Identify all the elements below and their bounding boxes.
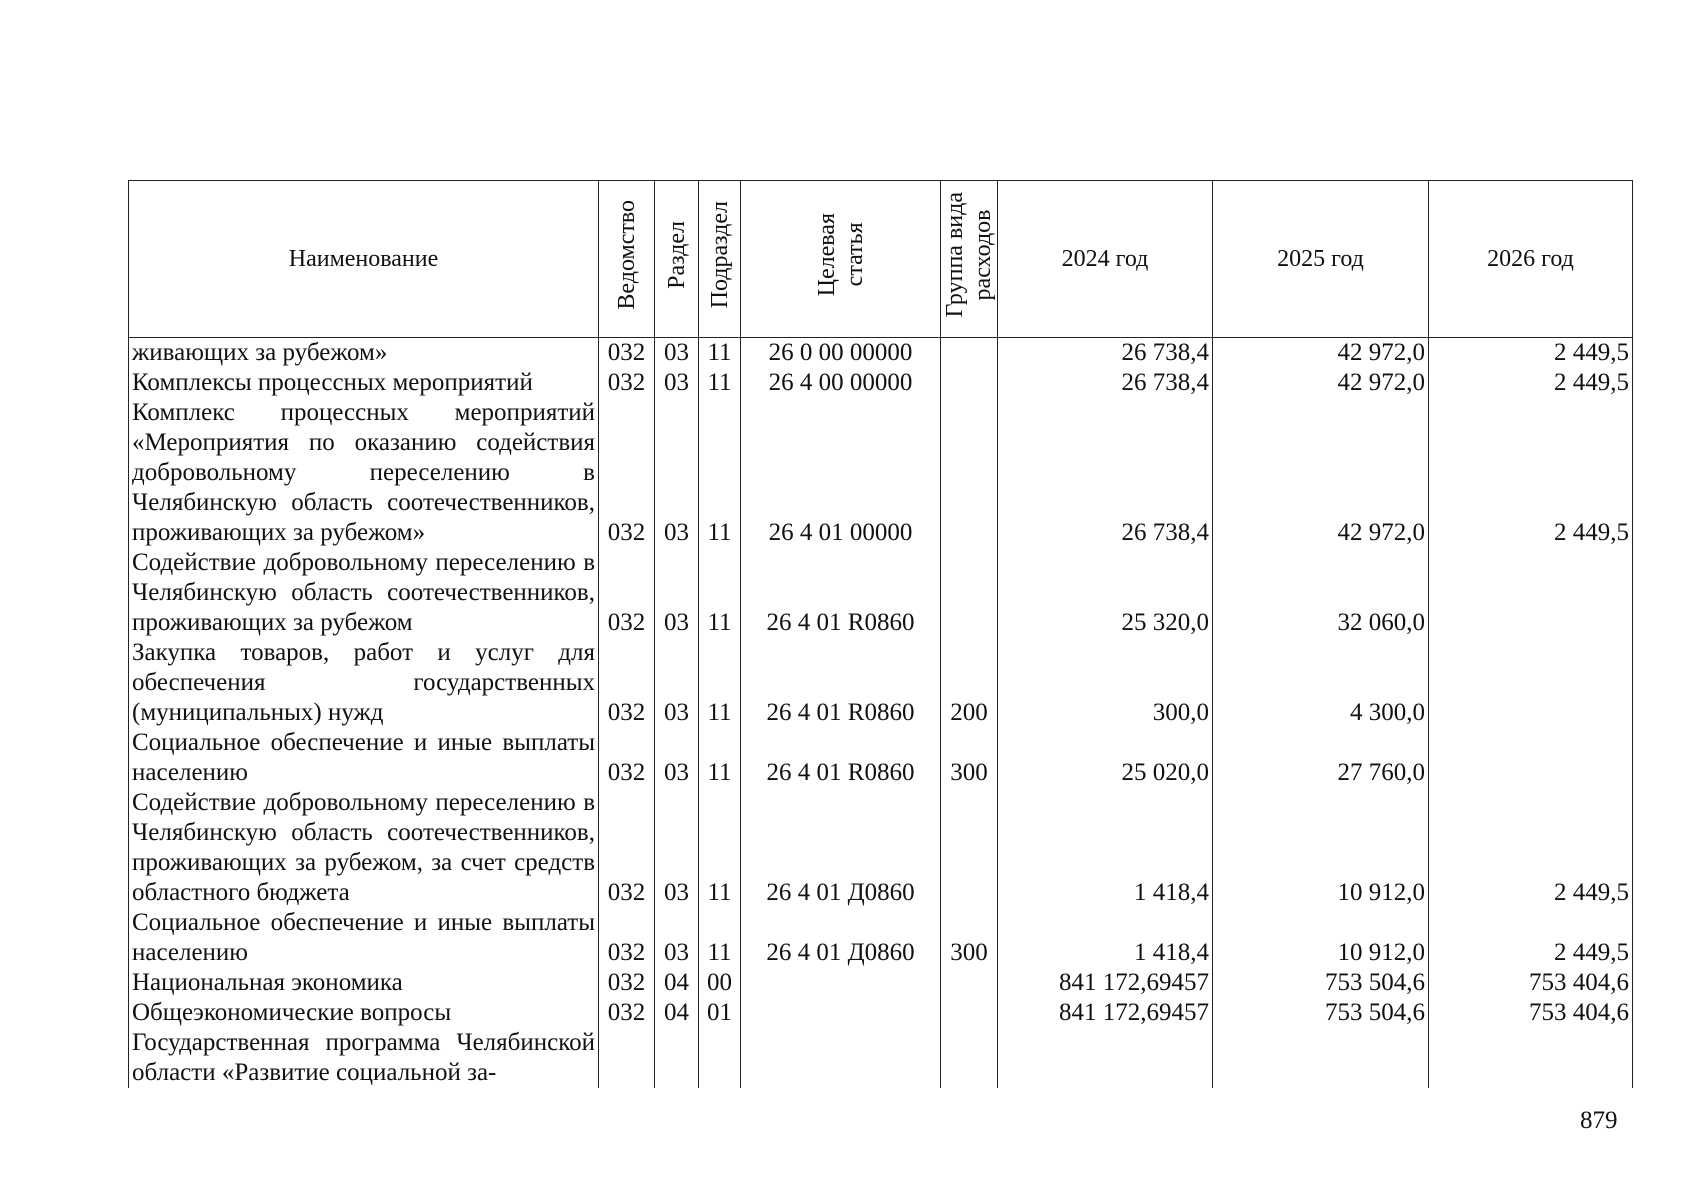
row-gruppa xyxy=(941,368,998,398)
row-2025 xyxy=(1213,1028,1429,1088)
row-gruppa xyxy=(941,398,998,548)
row-razdel xyxy=(655,1028,699,1088)
row-2026: 2 449,5 xyxy=(1429,908,1633,968)
row-celevaya-statya: 26 4 01 R0860 xyxy=(741,728,941,788)
row-vedomstvo: 032 xyxy=(599,368,655,398)
row-razdel: 04 xyxy=(655,968,699,998)
row-2025: 42 972,0 xyxy=(1213,368,1429,398)
header-gruppa-vida-rashodov: Группа вида расходов xyxy=(941,181,998,338)
row-podrazdel: 11 xyxy=(699,728,741,788)
table-row xyxy=(129,338,1633,369)
table-row xyxy=(129,638,1633,728)
row-name: Национальная экономика xyxy=(129,968,599,998)
row-gruppa: 300 xyxy=(941,908,998,968)
row-vedomstvo: 032 xyxy=(599,338,655,369)
row-2024: 25 320,0 xyxy=(998,548,1213,638)
row-2024: 26 738,4 xyxy=(998,338,1213,369)
row-2026 xyxy=(1429,548,1633,638)
row-2024: 1 418,4 xyxy=(998,908,1213,968)
row-2024: 841 172,69457 xyxy=(998,998,1213,1028)
row-2026 xyxy=(1429,1028,1633,1088)
page-number: 879 xyxy=(1580,1107,1618,1134)
header-2024: 2024 год xyxy=(998,181,1213,338)
row-name: Общеэкономические вопросы xyxy=(129,998,599,1028)
header-podrazdel: Подраздел xyxy=(699,181,741,338)
row-razdel: 03 xyxy=(655,368,699,398)
row-gruppa xyxy=(941,338,998,369)
row-podrazdel: 11 xyxy=(699,548,741,638)
row-vedomstvo: 032 xyxy=(599,908,655,968)
row-2026: 753 404,6 xyxy=(1429,998,1633,1028)
row-celevaya-statya: 26 4 01 Д0860 xyxy=(741,788,941,908)
row-vedomstvo xyxy=(599,1028,655,1088)
row-2024: 300,0 xyxy=(998,638,1213,728)
row-2026 xyxy=(1429,638,1633,728)
table-body xyxy=(129,338,1633,1089)
row-celevaya-statya: 26 4 01 R0860 xyxy=(741,638,941,728)
row-name: Комплексы процессных мероприятий xyxy=(129,368,599,398)
row-vedomstvo: 032 xyxy=(599,788,655,908)
row-podrazdel: 11 xyxy=(699,368,741,398)
row-razdel: 03 xyxy=(655,908,699,968)
header-celevaya-statya: Целевая статья xyxy=(741,181,941,338)
header-razdel: Раздел xyxy=(655,181,699,338)
row-podrazdel: 11 xyxy=(699,788,741,908)
row-name: живающих за рубежом» xyxy=(129,338,599,369)
row-2026: 2 449,5 xyxy=(1429,338,1633,369)
row-name: Комплекс процессных мероприятий «Мероприятия по оказанию содействия добровольному переселению в Челябинскую область соотечественников, проживающих за рубежом» xyxy=(129,398,599,548)
row-celevaya-statya: 26 4 00 00000 xyxy=(741,368,941,398)
row-gruppa: 300 xyxy=(941,728,998,788)
row-razdel: 03 xyxy=(655,728,699,788)
row-name: Социальное обеспечение и иные выплаты населению xyxy=(129,908,599,968)
row-2026: 753 404,6 xyxy=(1429,968,1633,998)
table-row xyxy=(129,968,1633,998)
row-2026: 2 449,5 xyxy=(1429,788,1633,908)
table-row xyxy=(129,788,1633,908)
row-name: Содействие добровольному переселению в Челябинскую область соотечественников, проживающих за рубежом, за счет средств областного бюджета xyxy=(129,788,599,908)
header-2026: 2026 год xyxy=(1429,181,1633,338)
row-2024: 25 020,0 xyxy=(998,728,1213,788)
row-2025: 10 912,0 xyxy=(1213,908,1429,968)
header-2025: 2025 год xyxy=(1213,181,1429,338)
row-gruppa: 200 xyxy=(941,638,998,728)
row-2024: 26 738,4 xyxy=(998,398,1213,548)
row-podrazdel: 11 xyxy=(699,398,741,548)
table-row xyxy=(129,398,1633,548)
row-gruppa xyxy=(941,968,998,998)
row-gruppa xyxy=(941,788,998,908)
row-vedomstvo: 032 xyxy=(599,398,655,548)
row-name: Социальное обеспечение и иные выплаты населению xyxy=(129,728,599,788)
row-celevaya-statya xyxy=(741,1028,941,1088)
row-podrazdel: 11 xyxy=(699,908,741,968)
row-celevaya-statya: 26 4 01 00000 xyxy=(741,398,941,548)
row-celevaya-statya xyxy=(741,998,941,1028)
row-name: Содействие добровольному переселению в Челябинскую область соотечественников, проживающих за рубежом xyxy=(129,548,599,638)
row-podrazdel xyxy=(699,1028,741,1088)
table-row xyxy=(129,998,1633,1028)
row-2025: 42 972,0 xyxy=(1213,398,1429,548)
row-gruppa xyxy=(941,998,998,1028)
row-2025: 753 504,6 xyxy=(1213,968,1429,998)
header-vedomstvo: Ведомство xyxy=(599,181,655,338)
row-2026: 2 449,5 xyxy=(1429,398,1633,548)
row-2024: 26 738,4 xyxy=(998,368,1213,398)
row-vedomstvo: 032 xyxy=(599,638,655,728)
row-razdel: 04 xyxy=(655,998,699,1028)
row-vedomstvo: 032 xyxy=(599,548,655,638)
row-2024 xyxy=(998,1028,1213,1088)
row-2025: 10 912,0 xyxy=(1213,788,1429,908)
header-name: Наименование xyxy=(129,181,599,338)
row-celevaya-statya: 26 4 01 R0860 xyxy=(741,548,941,638)
row-gruppa xyxy=(941,1028,998,1088)
row-razdel: 03 xyxy=(655,548,699,638)
table-row xyxy=(129,1028,1633,1088)
table-row xyxy=(129,368,1633,398)
row-2025: 753 504,6 xyxy=(1213,998,1429,1028)
row-celevaya-statya xyxy=(741,968,941,998)
row-name: Закупка товаров, работ и услуг для обеспечения государственных (муниципальных) нужд xyxy=(129,638,599,728)
row-2026: 2 449,5 xyxy=(1429,368,1633,398)
row-2024: 1 418,4 xyxy=(998,788,1213,908)
row-celevaya-statya: 26 4 01 Д0860 xyxy=(741,908,941,968)
row-gruppa xyxy=(941,548,998,638)
row-2025: 27 760,0 xyxy=(1213,728,1429,788)
table-row xyxy=(129,908,1633,968)
table-row xyxy=(129,728,1633,788)
row-2024: 841 172,69457 xyxy=(998,968,1213,998)
row-razdel: 03 xyxy=(655,788,699,908)
row-vedomstvo: 032 xyxy=(599,728,655,788)
row-razdel: 03 xyxy=(655,638,699,728)
row-celevaya-statya: 26 0 00 00000 xyxy=(741,338,941,369)
row-2025: 42 972,0 xyxy=(1213,338,1429,369)
row-vedomstvo: 032 xyxy=(599,998,655,1028)
row-razdel: 03 xyxy=(655,338,699,369)
table-row xyxy=(129,548,1633,638)
budget-table xyxy=(128,180,1633,1088)
row-2025: 4 300,0 xyxy=(1213,638,1429,728)
table-header xyxy=(129,181,1633,338)
row-podrazdel: 01 xyxy=(699,998,741,1028)
row-razdel: 03 xyxy=(655,398,699,548)
row-2025: 32 060,0 xyxy=(1213,548,1429,638)
row-podrazdel: 00 xyxy=(699,968,741,998)
row-vedomstvo: 032 xyxy=(599,968,655,998)
row-2026 xyxy=(1429,728,1633,788)
row-podrazdel: 11 xyxy=(699,638,741,728)
row-name: Государственная программа Челябинской области «Развитие социальной за- xyxy=(129,1028,599,1088)
row-podrazdel: 11 xyxy=(699,338,741,369)
